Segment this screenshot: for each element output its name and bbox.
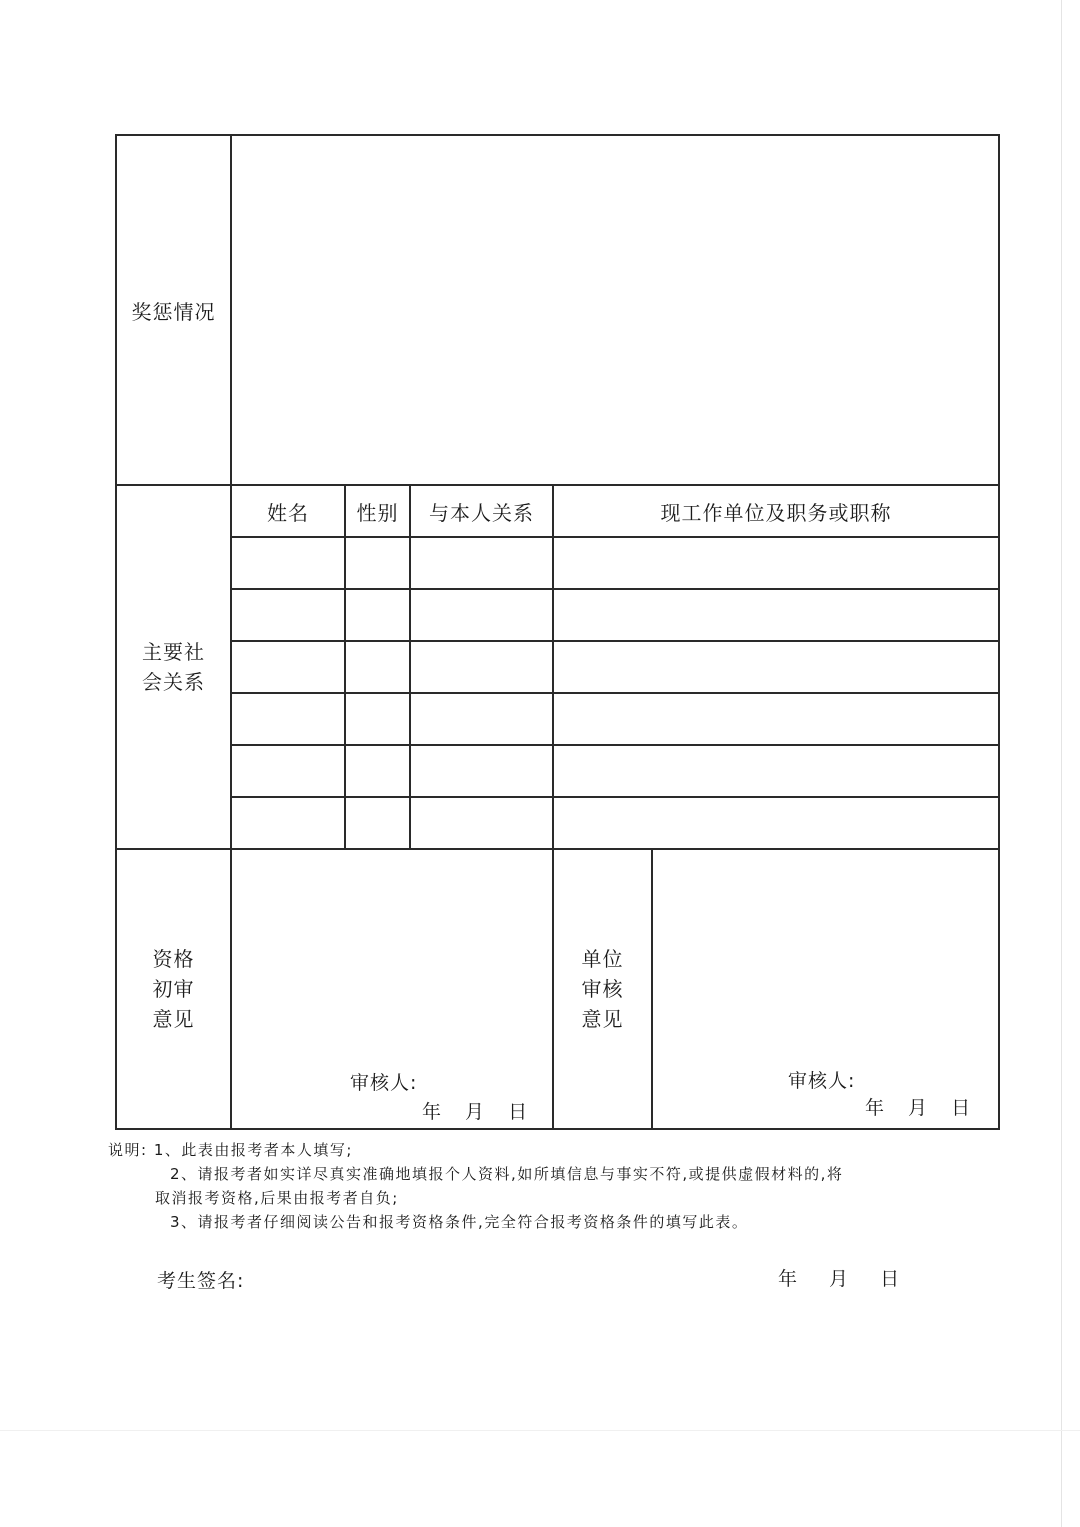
relation-gender-cell[interactable] xyxy=(345,641,410,693)
relation-name-cell[interactable] xyxy=(231,641,345,693)
qualification-reviewer-label: 审核人: xyxy=(350,1072,418,1094)
relation-relationship-cell[interactable] xyxy=(410,693,553,745)
relation-workplace-cell[interactable] xyxy=(553,589,999,641)
application-form-table xyxy=(115,134,1000,1130)
relation-workplace-cell[interactable] xyxy=(553,745,999,797)
notes-line-3: 取消报考资格,后果由报考者自负; xyxy=(155,1189,399,1207)
awards-row xyxy=(116,135,999,485)
relation-name-cell[interactable] xyxy=(231,537,345,589)
unit-reviewer-label: 审核人: xyxy=(788,1070,856,1092)
relation-relationship-cell[interactable] xyxy=(410,745,553,797)
awards-label: 奖惩情况 xyxy=(116,135,231,485)
relations-row xyxy=(116,641,999,693)
notes-line-2: 2、请报考者如实详尽真实准确地填报个人资料,如所填信息与事实不符,或提供虚假材料的,将 xyxy=(170,1165,844,1183)
relations-row xyxy=(116,537,999,589)
relation-gender-cell[interactable] xyxy=(345,745,410,797)
relation-relationship-cell[interactable] xyxy=(410,537,553,589)
relations-label-line1: 主要社 xyxy=(142,640,205,664)
relation-workplace-cell[interactable] xyxy=(553,693,999,745)
relation-relationship-cell[interactable] xyxy=(410,589,553,641)
page-edge-bottom xyxy=(0,1430,1080,1431)
unit-label-line3: 意见 xyxy=(581,1007,624,1031)
candidate-signature-date: 年 月 日 xyxy=(778,1268,900,1290)
header-relationship: 与本人关系 xyxy=(410,485,553,537)
instructions-notes xyxy=(108,1138,928,1234)
relation-gender-cell[interactable] xyxy=(345,537,410,589)
qualification-review-label xyxy=(116,849,231,1129)
qualification-review-date: 年 月 日 xyxy=(422,1101,529,1123)
qualification-review-field[interactable] xyxy=(231,849,553,1129)
relation-name-cell[interactable] xyxy=(231,693,345,745)
relation-relationship-cell[interactable] xyxy=(410,797,553,849)
relation-gender-cell[interactable] xyxy=(345,589,410,641)
relations-label-line2: 会关系 xyxy=(142,670,205,694)
awards-field[interactable] xyxy=(231,135,999,485)
unit-review-label xyxy=(553,849,652,1129)
relation-name-cell[interactable] xyxy=(231,589,345,641)
relation-gender-cell[interactable] xyxy=(345,797,410,849)
qualification-label-line2: 初审 xyxy=(152,977,195,1001)
relations-header-row xyxy=(116,485,999,537)
qualification-label-line3: 意见 xyxy=(152,1007,195,1031)
relation-name-cell[interactable] xyxy=(231,797,345,849)
relation-workplace-cell[interactable] xyxy=(553,641,999,693)
unit-label-line1: 单位 xyxy=(581,947,624,971)
relation-workplace-cell[interactable] xyxy=(553,797,999,849)
relation-gender-cell[interactable] xyxy=(345,693,410,745)
relation-relationship-cell[interactable] xyxy=(410,641,553,693)
header-workplace: 现工作单位及职务或职称 xyxy=(553,485,999,537)
unit-review-field[interactable] xyxy=(652,849,999,1129)
unit-label-line2: 审核 xyxy=(581,977,624,1001)
relation-name-cell[interactable] xyxy=(231,745,345,797)
candidate-signature-label: 考生签名: xyxy=(157,1270,245,1292)
qualification-label-line1: 资格 xyxy=(152,947,195,971)
header-gender: 性别 xyxy=(345,485,410,537)
notes-line-4: 3、请报考者仔细阅读公告和报考资格条件,完全符合报考资格条件的填写此表。 xyxy=(170,1213,749,1231)
unit-review-date: 年 月 日 xyxy=(865,1097,972,1119)
relations-row xyxy=(116,693,999,745)
review-row xyxy=(116,849,999,1129)
relations-row xyxy=(116,797,999,849)
relations-row xyxy=(116,589,999,641)
page-edge xyxy=(1061,0,1062,1527)
relation-workplace-cell[interactable] xyxy=(553,537,999,589)
notes-line-1: 说明: 1、此表由报考者本人填写; xyxy=(108,1141,353,1159)
header-name: 姓名 xyxy=(231,485,345,537)
relations-row xyxy=(116,745,999,797)
relations-label xyxy=(116,485,231,849)
